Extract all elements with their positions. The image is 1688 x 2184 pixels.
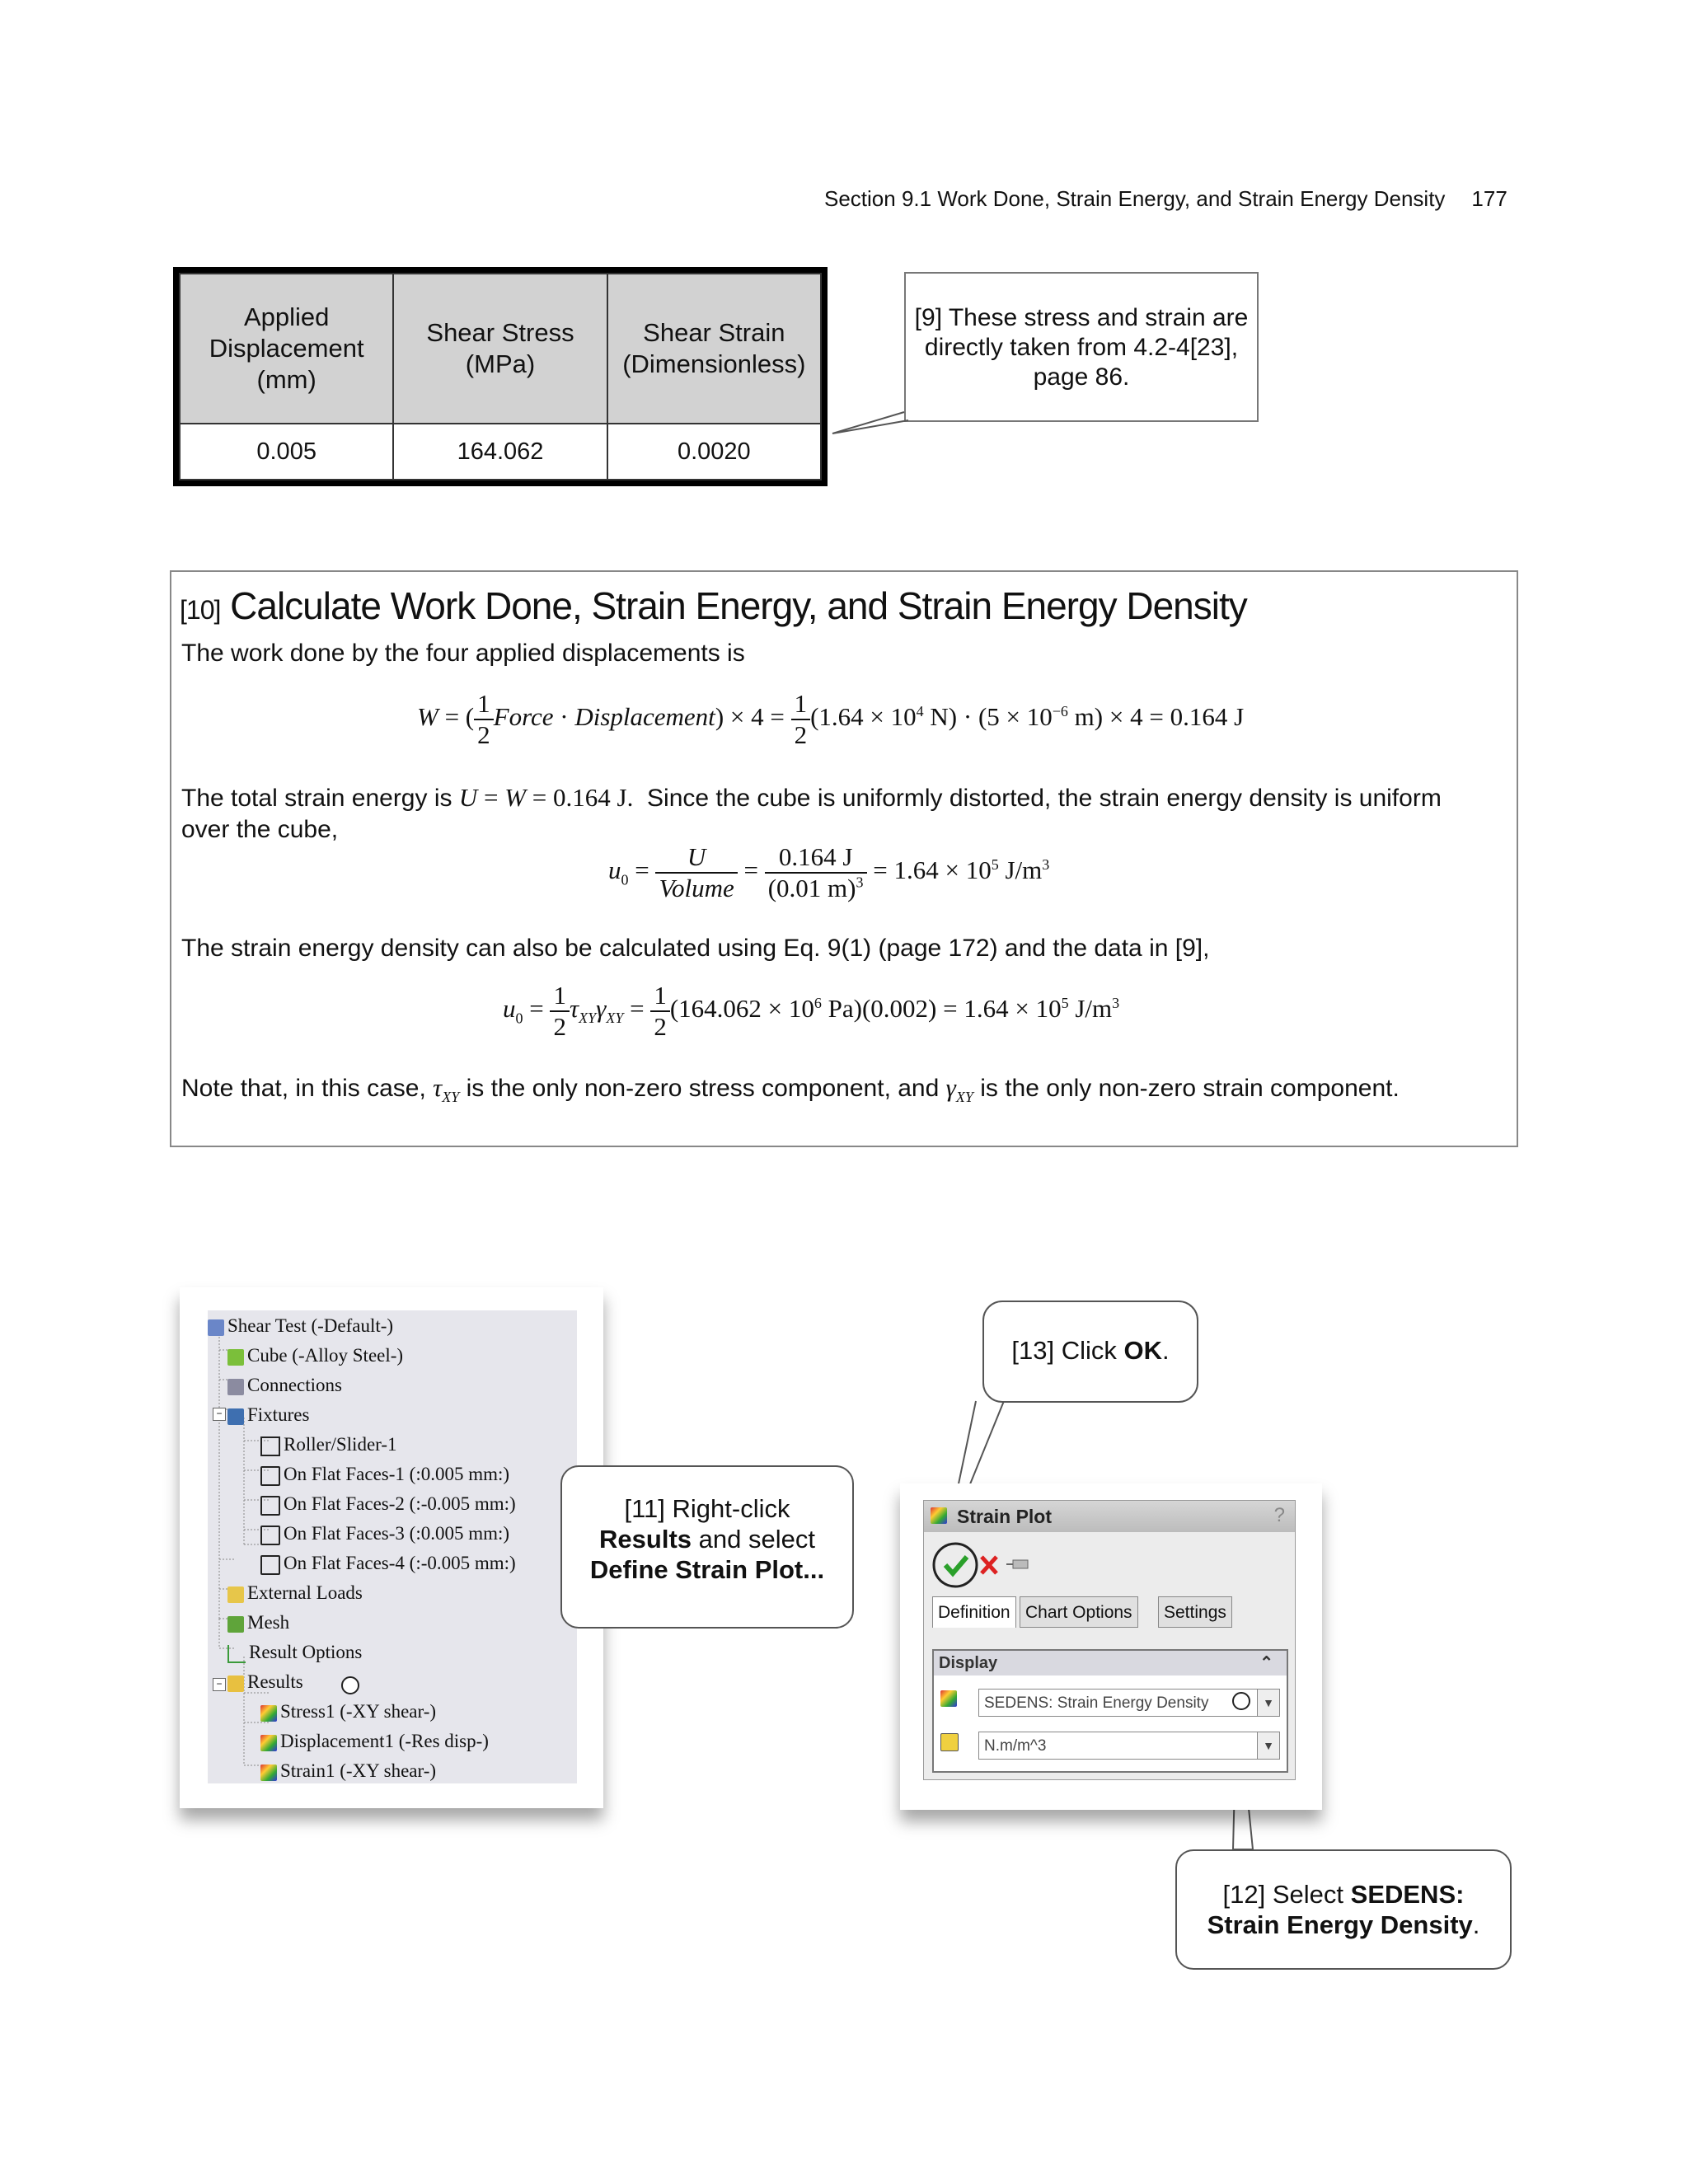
step-10-heading: Calculate Work Done, Strain Energy, and Strain Energy Density [230, 584, 1247, 627]
equation-density-2: $u_0$ = $\frac{1}{2}$ $\tau_{XY}\gamma_{XY}$ = $\frac{1}{2}$ ($164.062 \times 10^6$ $Pa)(0.002) = 1.64 \times 10^5$ $J/m^3$ [503, 981, 1120, 1041]
face-icon [260, 1526, 280, 1545]
tree-item-connections[interactable]: Connections [227, 1375, 342, 1396]
table-header-displacement: Applied Displacement (mm) [180, 274, 393, 424]
tree-item-stress1[interactable]: Stress1 (-XY shear-) [260, 1701, 436, 1722]
component-icon [940, 1690, 957, 1707]
tree-item-flat-faces-1[interactable]: On Flat Faces-1 (:0.005 mm:) [260, 1464, 509, 1486]
face-icon [260, 1496, 280, 1516]
step-10-title [180, 583, 1247, 628]
table-cell-strain: 0.0020 [607, 424, 821, 480]
tree-item-roller-slider[interactable]: Roller/Slider-1 [260, 1434, 397, 1456]
fixtures-icon [227, 1408, 244, 1425]
table-cell-displacement: 0.005 [180, 424, 393, 480]
strain-plot-icon [931, 1507, 947, 1524]
section-heading: Section 9.1 Work Done, Strain Energy, and Strain Energy Density [824, 186, 1446, 211]
step-10-number: [10] [180, 595, 221, 625]
tree-item-flat-faces-4[interactable]: On Flat Faces-4 (:-0.005 mm:) [260, 1553, 516, 1575]
units-ruler-icon [940, 1733, 959, 1751]
tab-definition[interactable]: Definition [932, 1596, 1016, 1628]
pin-icon[interactable] [1006, 1560, 1028, 1568]
page-number: 177 [1471, 186, 1507, 211]
tree-item-results[interactable]: Results [227, 1671, 303, 1693]
tree-item-strain1[interactable]: Strain1 (-XY shear-) [260, 1760, 436, 1782]
paragraph-over-cube: over the cube, [181, 816, 339, 843]
collapse-fixtures-toggle[interactable]: − [213, 1408, 226, 1421]
plot-icon [260, 1705, 277, 1722]
collapse-results-toggle[interactable]: − [213, 1678, 226, 1691]
tree-item-external-loads[interactable]: External Loads [227, 1582, 363, 1604]
units-select[interactable]: N.m/m^3 ▼ [978, 1732, 1280, 1760]
callout-12: [12] Select SEDENS: Strain Energy Density. [1175, 1849, 1512, 1970]
paragraph-total-strain: The total strain energy is U = W = 0.164 J. Since the cube is uniformly distorted, the strain energy density is uniform [181, 783, 1442, 812]
cancel-x-icon[interactable] [982, 1557, 996, 1573]
dialog-title: Strain Plot [957, 1506, 1053, 1527]
strain-plot-dialog [923, 1500, 1296, 1780]
tree-item-result-options[interactable]: Result Options [227, 1642, 362, 1663]
results-folder-icon [227, 1675, 244, 1692]
study-icon [208, 1319, 224, 1336]
component-select[interactable]: SEDENS: Strain Energy Density ▼ [978, 1689, 1280, 1717]
callout-13: [13] Click OK. [982, 1301, 1198, 1403]
part-icon [227, 1349, 244, 1366]
table-header-strain: Shear Strain (Dimensionless) [607, 274, 821, 424]
ok-check-icon[interactable] [945, 1557, 967, 1573]
dialog-titlebar [924, 1501, 1295, 1532]
help-button[interactable]: ? [1273, 1504, 1285, 1526]
connections-icon [227, 1379, 244, 1395]
equation-work: W = ( $\frac{1}{2}$ Force · Displacement) × 4 = $\frac{1}{2}$ ($1.64 \times 10^4$ $N) \cdot (5 \times 10^{-6}$ m) × 4 = 0.164 J [417, 689, 1245, 749]
tree-item-displacement1[interactable]: Displacement1 (-Res disp-) [260, 1731, 489, 1752]
dropdown-arrow-icon: ▼ [1257, 1732, 1279, 1759]
target-marker-results [338, 1673, 363, 1698]
equation-density-1: $u_0$ = $\frac{U}{\text{Volume}}$ = $\frac{0.164 J}{(0.01 m)^3}$ = $1.64 \times 10^5$ $J/m^3$ [608, 842, 1050, 902]
table-header-stress: Shear Stress (MPa) [393, 274, 607, 424]
paragraph-eq-9-1: The strain energy density can also be calculated using Eq. 9(1) (page 172) and the data in [9], [181, 935, 1210, 962]
display-group-header[interactable]: Display ⌃ [934, 1651, 1287, 1675]
tab-chart-options[interactable]: Chart Options [1020, 1596, 1138, 1628]
tree-item-flat-faces-2[interactable]: On Flat Faces-2 (:-0.005 mm:) [260, 1493, 516, 1516]
simulation-tree [208, 1310, 577, 1783]
result-options-icon [227, 1645, 246, 1663]
tree-item-part[interactable]: Cube (-Alloy Steel-) [227, 1345, 403, 1366]
dropdown-arrow-icon: ▼ [1257, 1690, 1279, 1716]
target-marker-component [1229, 1689, 1254, 1713]
plot-icon [260, 1735, 277, 1751]
tree-item-flat-faces-3[interactable]: On Flat Faces-3 (:0.005 mm:) [260, 1523, 509, 1545]
collapse-chevron-icon: ⌃ [1259, 1654, 1273, 1672]
paragraph-note: Note that, in this case, $\tau_{XY}$ is the only non-zero stress component, and $\gamma_{XY}$ is the only non-zero strain component. [181, 1073, 1400, 1106]
face-icon [260, 1555, 280, 1575]
roller-slider-icon [260, 1436, 280, 1456]
tab-settings[interactable]: Settings [1158, 1596, 1232, 1628]
face-icon [260, 1466, 280, 1486]
callout-11: [11] Right-click Results and select Define Strain Plot... [560, 1465, 854, 1629]
note-9-callout: [9] These stress and strain are directly taken from 4.2-4[23], page 86. [904, 272, 1259, 422]
tree-item-study[interactable]: Shear Test (-Default-) [208, 1315, 393, 1337]
tree-item-mesh[interactable]: Mesh [227, 1612, 289, 1633]
plot-icon [260, 1765, 277, 1781]
dialog-toolbar [931, 1540, 1046, 1590]
tree-item-fixtures[interactable]: Fixtures [227, 1404, 309, 1426]
external-loads-icon [227, 1586, 244, 1603]
table-cell-stress: 164.062 [393, 424, 607, 480]
mesh-icon [227, 1616, 244, 1633]
paragraph-work-done: The work done by the four applied displacements is [181, 640, 745, 667]
